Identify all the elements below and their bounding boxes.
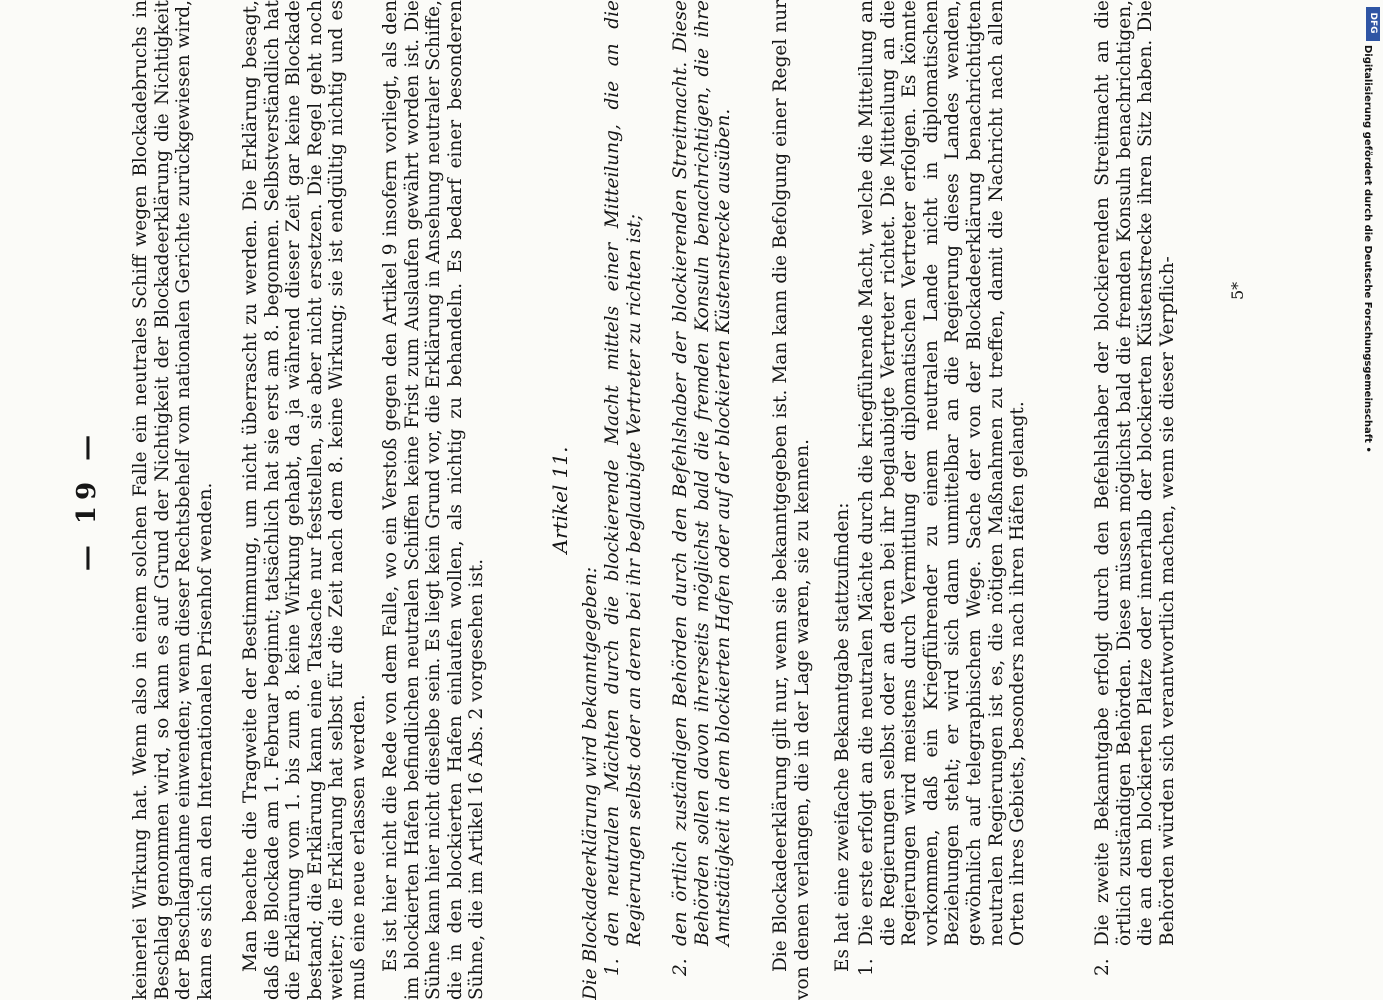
page-number: — 19 — bbox=[72, 428, 102, 572]
article-intro: Die Blockadeerklärung wird bekanntgegeben: bbox=[580, 566, 601, 1000]
dfg-logo bbox=[1366, 7, 1380, 41]
article-item-text: den neutralen Mächten durch die blockierende Macht mittels einer Mitteilung, die an die Regierungen selbst oder an deren bei ihr beglaubigte Vertreter zu richten ist; bbox=[602, 0, 645, 946]
article-item-number: 2. bbox=[670, 958, 691, 976]
signature-mark: 5* bbox=[1228, 281, 1247, 300]
comment-item-number: 1. bbox=[856, 958, 877, 976]
paragraph-1: keinerlei Wirkung hat. Wenn also in einem solchen Falle ein neutrales Schiff wegen Blockadebruchs in Beschlag genommen wird, so kann es auf Grund der Nichtigkeit der Blockadeerklärung die Nichtigkeit der Beschlagnahme einwenden; wenn dieser Rechtsbehelf vom nationalen Gerichte zurückgewiesen wird, kann es sich an den Internationalen Prisenhof wenden. bbox=[130, 0, 216, 1000]
paragraph-2: Man beachte die Tragweite der Bestimmung, um nicht überrascht zu werden. Die Erklärung besagt, daß die Blockade am 1. Februar beginnt; tatsächlich hat sie erst am 8. begonnen. Selbstverständlich hat die Erklärung vom 1. bis zum 8. keine Wirkung gehabt, da ja während dieser Zeit gar keine Blockade bestand; die Erklärung kann eine Tatsache nur feststellen, sie aber nicht ersetzen. Die Regel geht noch weiter; die Erklärung hat selbst für die Zeit nach dem 8. keine Wirkung; sie ist endgültig nichtig und es muß eine neue erlassen werden. bbox=[240, 0, 369, 1000]
comment-item-text: Die zweite Bekanntgabe erfolgt durch den Befehlshaber der blockierenden Streitmacht an die örtlich zuständigen Behörden. Diese müssen möglichst bald die fremden Konsuln benachrichtigen, die an dem blockierten Platze oder innerhalb der blockierten Küstenstrecke ihren Sitz haben. Die Behörden würden sich verantwortlich machen, wenn sie dieser Verpflich- bbox=[1092, 0, 1178, 946]
article-item-number: 1. bbox=[602, 958, 623, 976]
paragraph-4: Die Blockadeerklärung gilt nur, wenn sie bekanntgegeben ist. Man kann die Befolgung einer Regel nur von denen verlangen, die in der Lage waren, sie zu kennen. bbox=[770, 0, 813, 1000]
article-title: Artikel 11. bbox=[548, 446, 572, 554]
rotated-page-content bbox=[72, 0, 1370, 1000]
comment-item-number: 2. bbox=[1092, 958, 1113, 976]
paragraph-5: Es hat eine zweifache Bekanntgabe stattzufinden: bbox=[832, 502, 853, 972]
comment-item-text: Die erste erfolgt an die neutralen Mächte durch die kriegführende Macht, welche die Mitteilung an die Regierungen selbst oder an deren bei ihr beglaubigte Vertreter richtet. Die Mitteilung an die Regierungen wird meistens durch Vermittlung der diplomatischen Vertreter erfolgen. Es könnte vorkommen, daß ein Kriegführender zu einem neutralen Lande nicht in diplomatischen Beziehungen steht; er wird sich dann unmittelbar an die Regierung dieses Landes wenden, gewöhnlich auf telegraphischem Wege. Sache der von der Blockadeerklärung benachrichtigten neutralen Regierungen ist es, die nötigen Maßnahmen zu treffen, damit die Nachricht nach allen Orten ihres Gebiets, besonders nach ihren Häfen gelangt. bbox=[856, 0, 1029, 946]
paragraph-3: Es ist hier nicht die Rede von dem Falle, wo ein Verstoß gegen den Artikel 9 insofern vorliegt, als den im blockierten Hafen befindlichen neutralen Schiffen keine Frist zum Auslaufen gewährt worden ist. Die Sühne kann hier nicht dieselbe sein. Es liegt kein Grund vor, die Erklärung in Ansehung neutraler Schiffe, die in den blockierten Hafen einlaufen wollen, als nichtig zu behandeln. Es bedarf einer besonderen Sühne, die im Artikel 16 Abs. 2 vorgesehen ist. bbox=[380, 0, 488, 1000]
article-item-text: den örtlich zuständigen Behörden durch den Befehlshaber der blockierenden Streitmacht. Diese Behörden sollen davon ihrerseits möglichst bald die fremden Konsuln benachrichtigen, die ihre Amtstätigkeit in dem blockierten Hafen oder auf der blockierten Küstenstrecke ausüben. bbox=[670, 0, 735, 946]
dfg-sidebar bbox=[1362, 5, 1380, 993]
dfg-logo-text: DFG bbox=[1368, 12, 1378, 34]
dfg-funding-note: Digitalisierung gefördert durch die Deutsche Forschungsgemeinschaft • bbox=[1362, 45, 1373, 453]
